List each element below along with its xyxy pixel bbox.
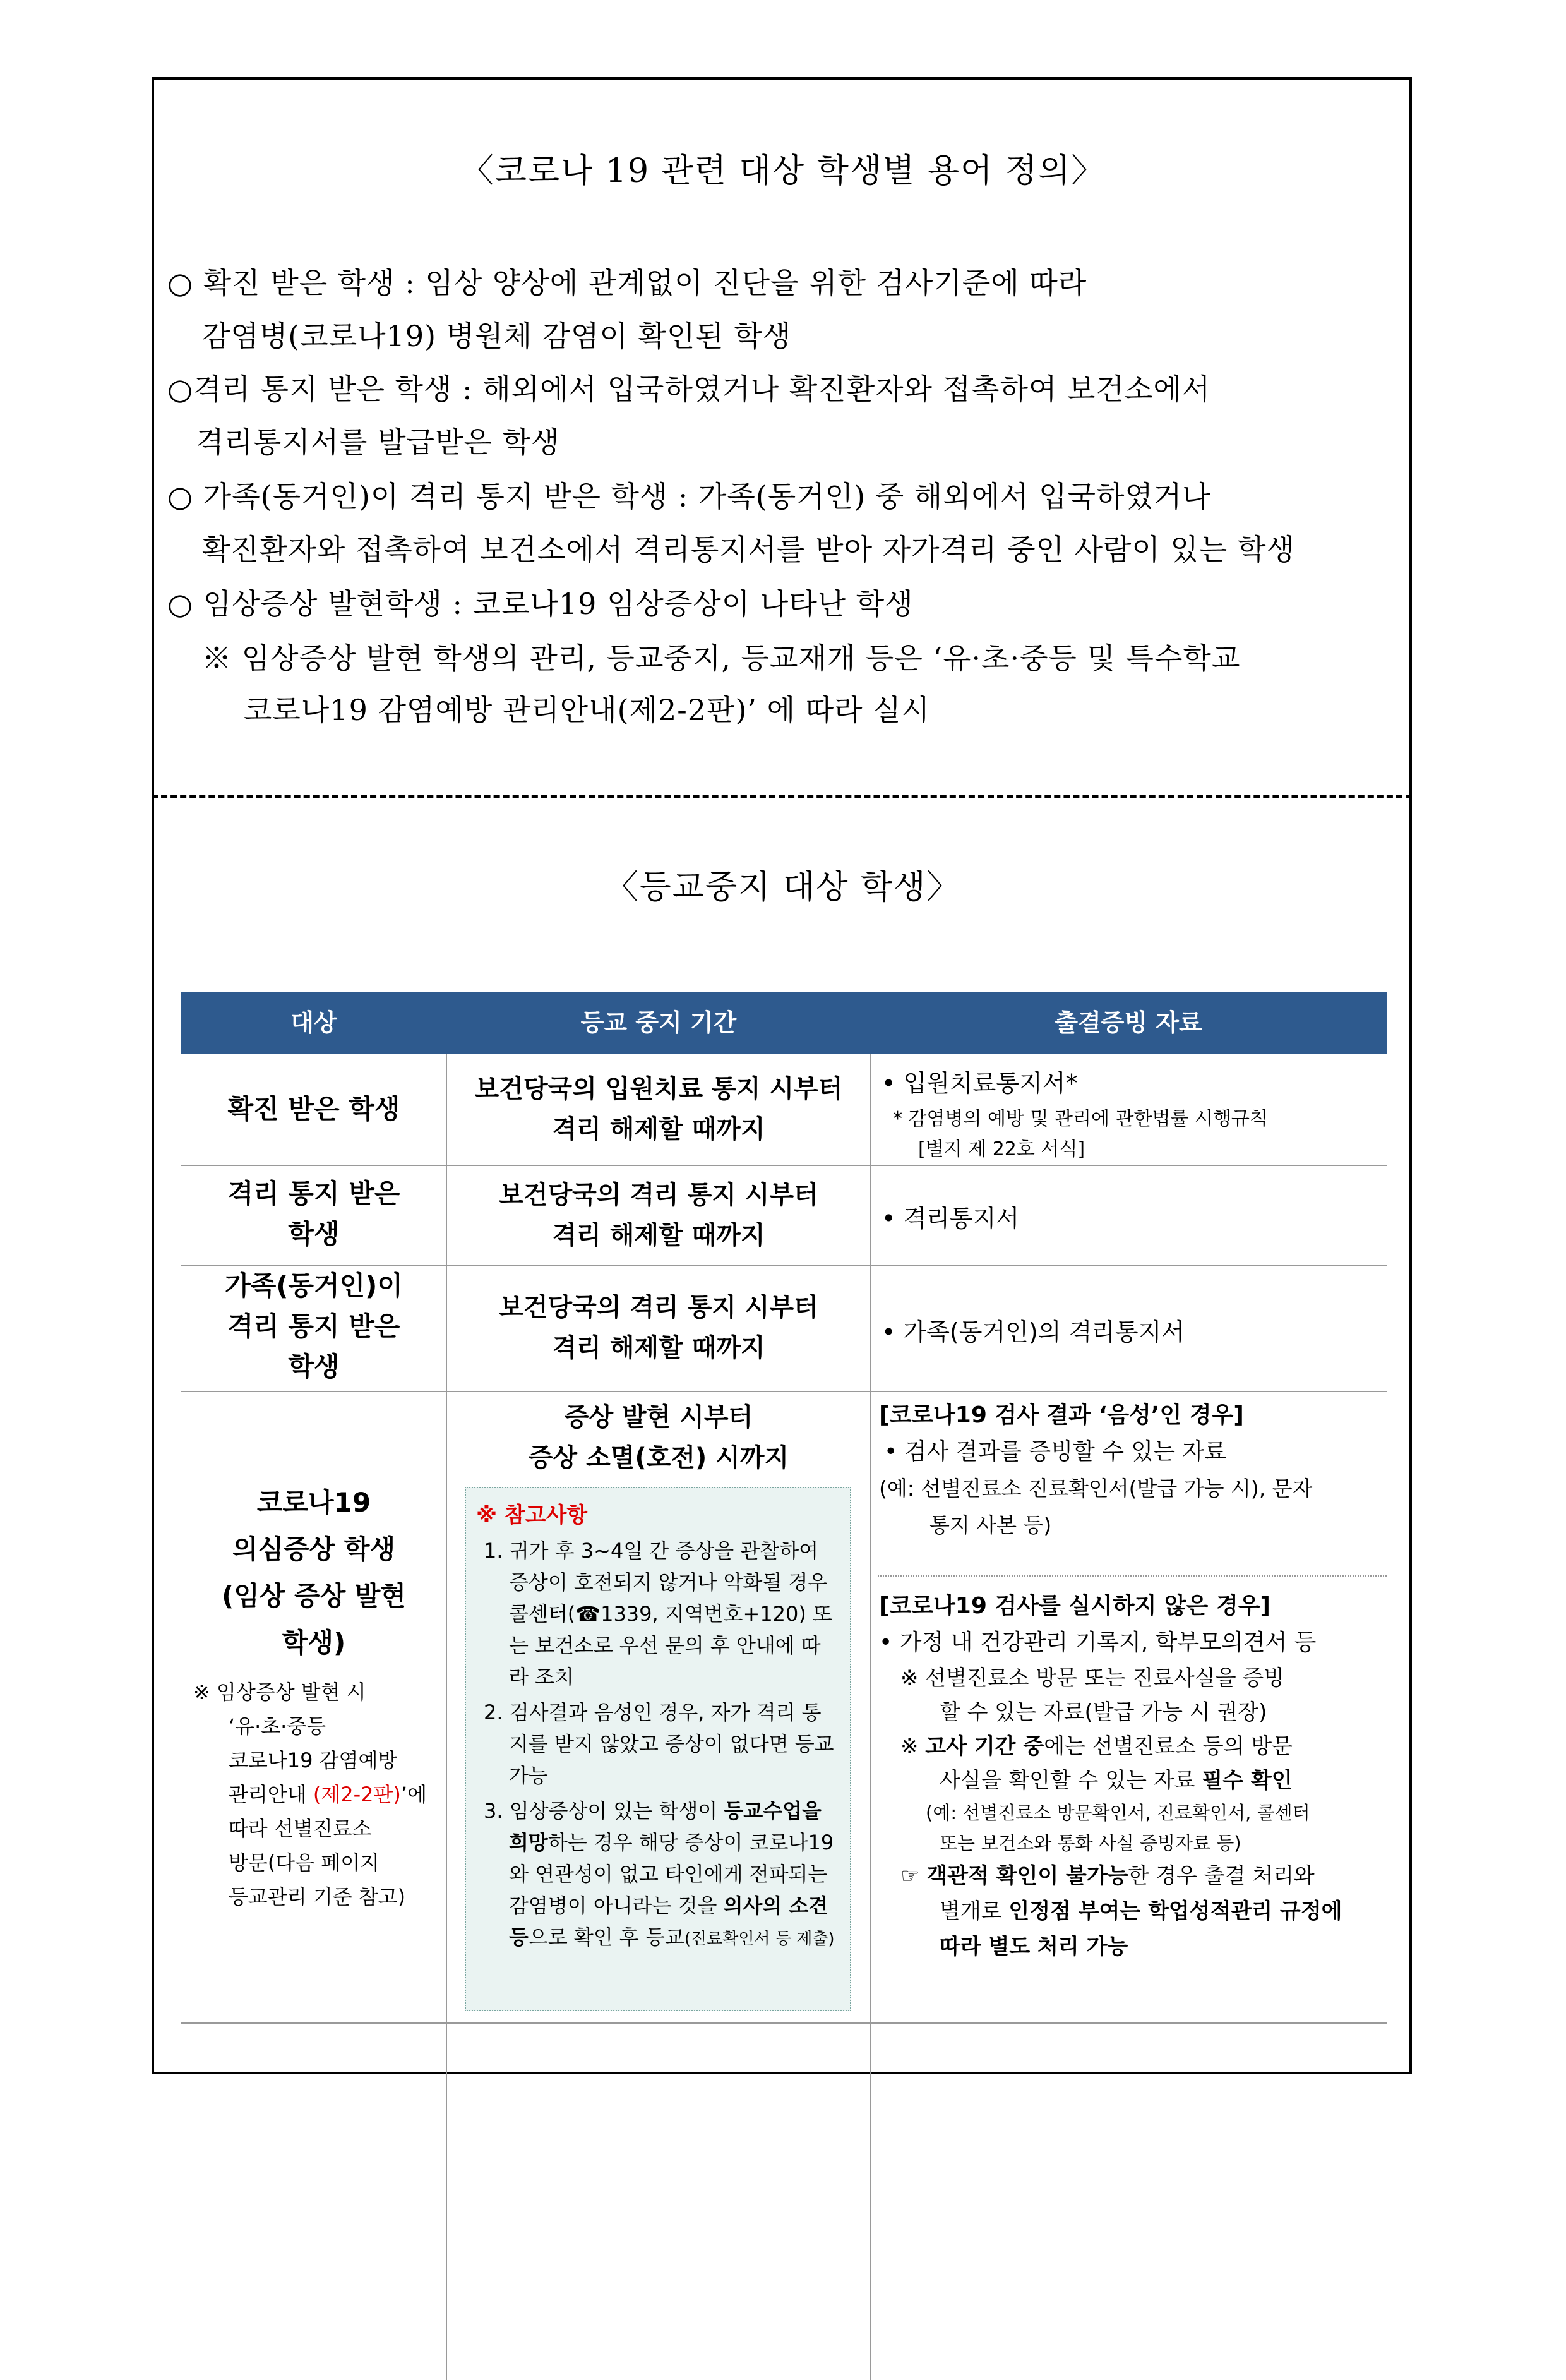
- reference-item: 2. 검사결과 음성인 경우, 자가 격리 통지를 받지 않았고 증상이 없다면 등교 가능: [484, 1700, 834, 1788]
- row-evidence: • 입원치료통지서*: [882, 1069, 1078, 1097]
- evidence-not-tested: [코로나19 검사를 실시하지 않은 경우] • 가정 내 건강관리 기록지, 학부모의견서 등 ※ 선별진료소 방문 또는 진료사실을 증빙 할 수 있는 자료(발급 가능 시 권장) ※ 고사 기간 중에는 선별진료소 등의 방문 사실을 확인할 수 있는 자료 필수 확인 (예: 선별진료소 방문확인서, 진료확인서, 콜센터 또는 보건소와 통화 사실 증빙자료 등) ☞ 객관적 확인이 불가능한 경우 출결 처리와 별개로 인정점 부여는 학업성적관리 규정에 따라 별도 처리 가능: [879, 1593, 1342, 1959]
- reference-item: 3. 임상증상이 있는 학생이 등교수업을 희망하는 경우 해당 증상이 코로나19와 연관성이 없고 타인에게 전파되는 감염병이 아니라는 것을 의사의 소견 등으로 확인 후 등교(진료확인서 등 제출): [484, 1799, 835, 1949]
- row-target: 코로나19 의심증상 학생 (임상 증상 발현 학생): [222, 1487, 406, 1658]
- section1-title: 〈코로나 19 관련 대상 학생별 용어 정의〉: [460, 152, 1106, 190]
- row-period: 보건당국의 입원치료 통지 시부터 격리 해제할 때까지: [474, 1074, 843, 1144]
- definition-line: 확진환자와 접촉하여 보건소에서 격리통지서를 받아 자가격리 중인 사람이 있는 학생: [202, 532, 1295, 567]
- row-target: 격리 통지 받은 학생: [227, 1178, 400, 1249]
- row-period: 보건당국의 격리 통지 시부터 격리 해제할 때까지: [499, 1293, 818, 1362]
- reference-title: ※ 참고사항: [476, 1503, 588, 1528]
- header-target: 대상: [290, 1009, 337, 1037]
- definition-line: ○ 확진 받은 학생 : 임상 양상에 관계없이 진단을 위한 검사기준에 따라: [167, 266, 1087, 300]
- row-target: 가족(동거인)이 격리 통지 받은 학생: [225, 1270, 403, 1382]
- header-evidence: 출결증빙 자료: [1055, 1009, 1202, 1037]
- row-target-note: ※ 임상증상 발현 시 ‘유·초·중등 코로나19 감염예방 관리안내 (제2-2판)’에 따라 선별진료소 방문(다음 페이지 등교관리 기준 참고): [193, 1680, 427, 1909]
- row-evidence: • 가족(동거인)의 격리통지서: [882, 1318, 1185, 1346]
- definition-note: ※ 임상증상 발현 학생의 관리, 등교중지, 등교재개 등은 ‘유·초·중등 및 특수학교: [202, 641, 1241, 675]
- table-row: [181, 1165, 1387, 1266]
- row-target: 확진 받은 학생: [227, 1093, 400, 1124]
- row-evidence-note: * 감염병의 예방 및 관리에 관한법률 시행규칙 [별지 제 22호 서식]: [893, 1108, 1268, 1160]
- row-evidence: • 격리통지서: [882, 1205, 1020, 1232]
- reference-box: [465, 1487, 851, 2011]
- row-period: 증상 발현 시부터 증상 소멸(호전) 시까지: [528, 1403, 789, 1472]
- table-header: [181, 992, 1387, 1054]
- evidence-divider: [878, 1575, 1387, 1577]
- definition-line: 감염병(코로나19) 병원체 감염이 확인된 학생: [202, 319, 792, 353]
- definition-line: ○ 가족(동거인)이 격리 통지 받은 학생 : 가족(동거인) 중 해외에서 입국하였거나: [167, 479, 1211, 514]
- table-row: [181, 1054, 1387, 1166]
- definition-note: 코로나19 감염예방 관리안내(제2-2판)’ 에 따라 실시: [244, 693, 931, 727]
- row-period: 보건당국의 격리 통지 시부터 격리 해제할 때까지: [499, 1181, 818, 1250]
- definition-line: ○ 임상증상 발현학생 : 코로나19 임상증상이 나타난 학생: [167, 587, 914, 621]
- reference-item: 1. 귀가 후 3~4일 간 증상을 관찰하여 증상이 호전되지 않거나 악화될 경우 콜센터(☎1339, 지역번호+120) 또는 보건소로 우선 문의 후 안내에 따라 조치: [484, 1539, 832, 1689]
- definition-line: ○격리 통지 받은 학생 : 해외에서 입국하였거나 확진환자와 접촉하여 보건소에서: [167, 372, 1211, 406]
- header-period: 등교 중지 기간: [580, 1009, 737, 1037]
- table-row: [181, 1265, 1387, 1392]
- section-divider: [152, 795, 1412, 798]
- evidence-negative: [코로나19 검사 결과 ‘음성’인 경우] • 검사 결과를 증빙할 수 있는 자료 (예: 선별진료소 진료확인서(발급 가능 시), 문자 통지 사본 등): [879, 1402, 1313, 1537]
- section2-title: 〈등교중지 대상 학생〉: [605, 868, 961, 906]
- definition-line: 격리통지서를 발급받은 학생: [196, 425, 560, 459]
- table-row: [181, 1391, 1387, 2024]
